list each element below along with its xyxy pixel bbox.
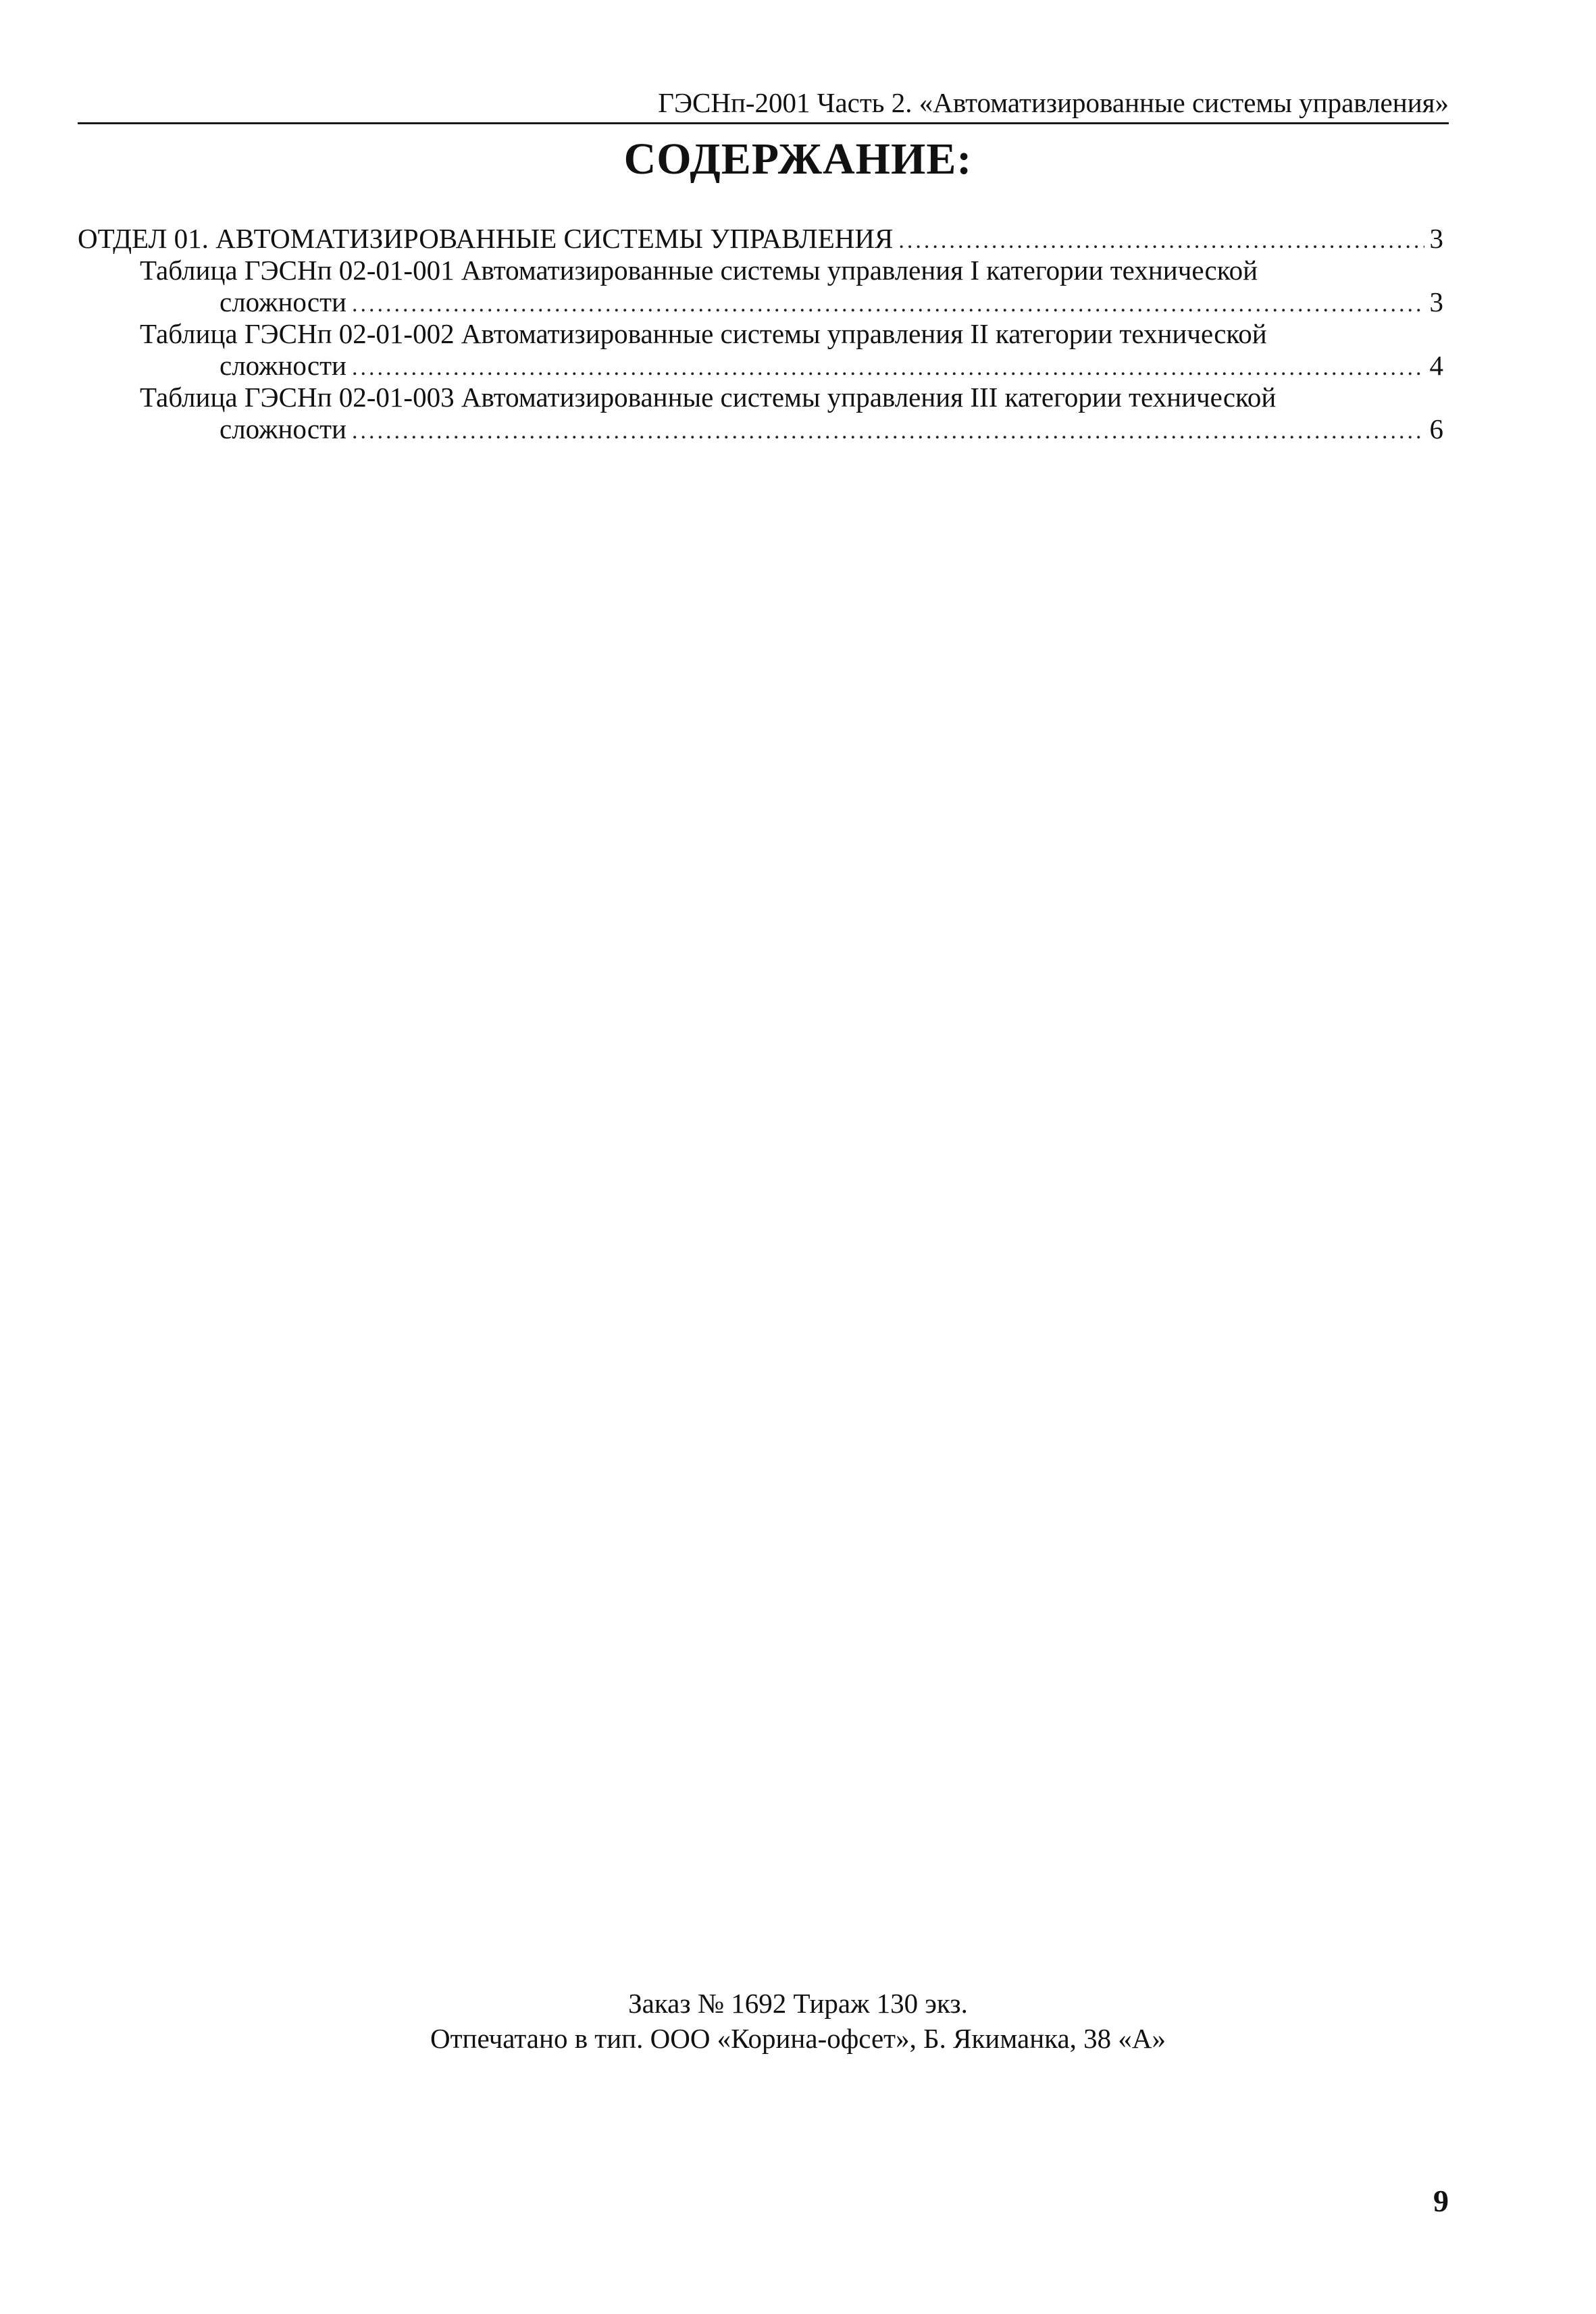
toc-dot-leader [352, 415, 1424, 447]
toc-entry-continuation [78, 286, 1443, 318]
toc-entry-continuation [78, 350, 1443, 382]
toc-entry-3[interactable] [78, 382, 1443, 445]
toc-dot-leader [352, 352, 1424, 384]
toc-section-page: 3 [1429, 223, 1443, 254]
running-header: ГЭСНп-2001 Часть 2. «Автоматизированные системы управления» [658, 87, 1449, 118]
toc-entry-title: Таблица ГЭСНп 02-01-003 Автоматизированные системы управления III категории технической [140, 382, 1277, 413]
page-title: СОДЕРЖАНИЕ: [623, 134, 973, 184]
toc-entry-label: сложности [220, 350, 346, 381]
printing-imprint [0, 1986, 1596, 2056]
toc-entry-label: сложности [220, 286, 346, 317]
toc-section-label: ОТДЕЛ 01. АВТОМАТИЗИРОВАННЫЕ СИСТЕМЫ УПРАВЛЕНИЯ [78, 223, 894, 254]
toc-entry-page: 3 [1429, 286, 1443, 317]
toc-entry-label: сложности [220, 413, 346, 444]
header-rule [78, 122, 1449, 124]
toc-section-entry[interactable] [78, 223, 1443, 255]
toc-dot-leader [352, 288, 1424, 320]
toc-entry-1[interactable] [78, 255, 1443, 318]
toc-dot-leader [898, 225, 1424, 257]
imprint-printer-line: Отпечатано в тип. ООО «Корина-офсет», Б. Якиманка, 38 «А» [430, 2023, 1166, 2054]
toc-entry-continuation [78, 413, 1443, 445]
toc-entry-2[interactable] [78, 318, 1443, 382]
toc-entry-title: Таблица ГЭСНп 02-01-001 Автоматизированные системы управления I категории технической [140, 255, 1258, 286]
toc-entry-page: 6 [1429, 413, 1443, 444]
page-number: 9 [1433, 2184, 1449, 2218]
toc-entry-title: Таблица ГЭСНп 02-01-002 Автоматизированные системы управления II категории технической [140, 318, 1267, 349]
imprint-order-line: Заказ № 1692 Тираж 130 экз. [628, 1988, 968, 2019]
toc-entry-page: 4 [1429, 350, 1443, 381]
table-of-contents [78, 223, 1443, 445]
